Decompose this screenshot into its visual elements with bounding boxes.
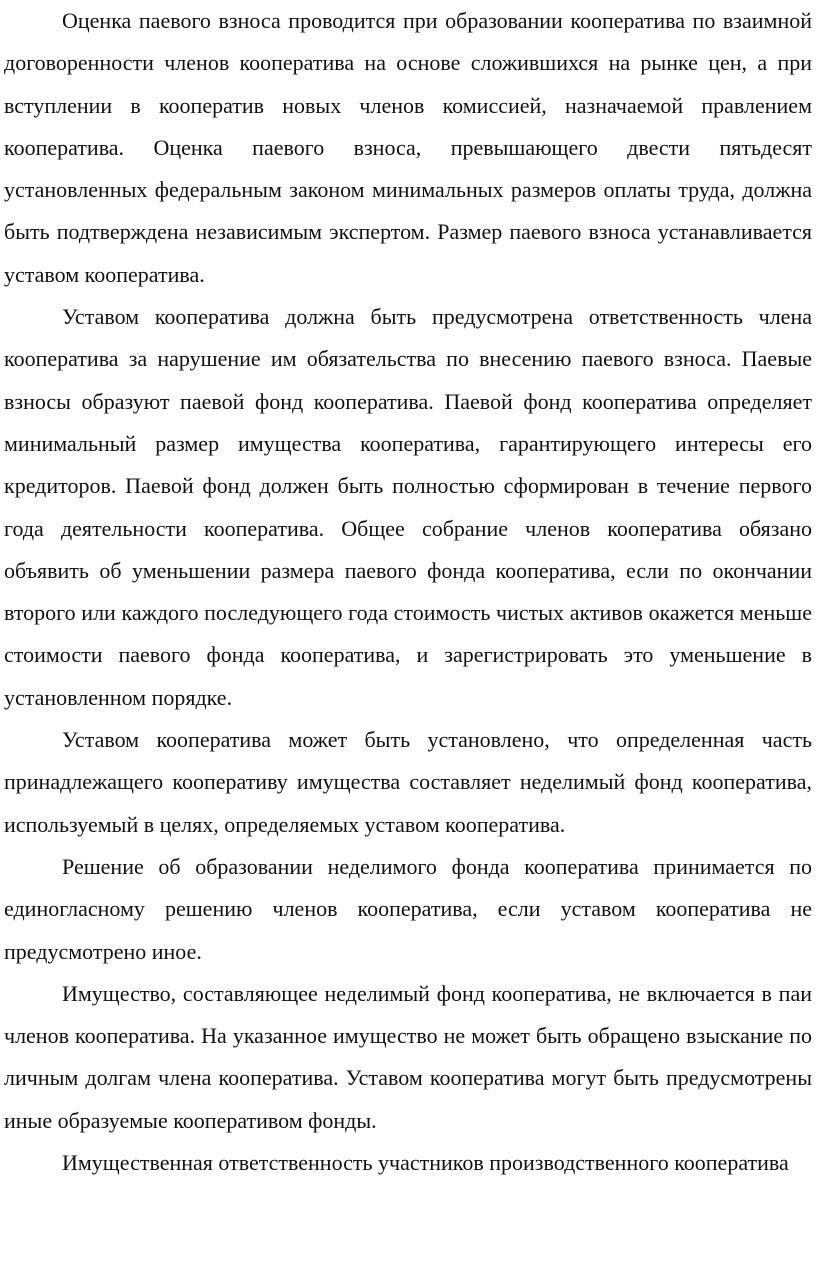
document-page xyxy=(4,0,812,1184)
paragraph-indivisible-fund-property: Имущество, составляющее неделимый фонд кооператива, не включается в паи членов кооператива. На указанное имущество не может быть обращено взыскание по личным долгам члена кооператива. Уставом кооператива могут быть предусмотрены иные образуемые кооперативом фонды. xyxy=(4,980,812,1133)
paragraph-share-fund: Уставом кооператива должна быть предусмотрена ответственность члена кооператива за нарушение им обязательства по внесению паевого взноса. Паевые взносы образуют паевой фонд кооператива. Паевой фонд кооператива определяет минимальный размер имущества кооператива, гарантирующего интересы его кредиторов. Паевой фонд должен быть полностью сформирован в течение первого года деятельности кооператива. Общее собрание членов кооператива обязано объявить об уменьшении размера паевого фонда кооператива, если по окончании второго или каждого последующего года стоимость чистых активов окажется меньше стоимости паевого фонда кооператива, и зарегистрировать это уменьшение в установленном порядке. xyxy=(4,304,812,710)
paragraph-indivisible-fund: Уставом кооператива может быть установлено, что определенная часть принадлежащего кооперативу имущества составляет неделимый фонд кооператива, используемый в целях, определяемых уставом кооператива. xyxy=(4,727,812,837)
paragraph-indivisible-fund-decision: Решение об образовании неделимого фонда кооператива принимается по единогласному решению членов кооператива, если уставом кооператива не предусмотрено иное. xyxy=(4,853,812,964)
paragraph-share-valuation: Оценка паевого взноса проводится при образовании кооператива по взаимной договоренности членов кооператива на основе сложившихся на рынке цен, а при вступлении в кооператив новых членов комиссией, назначаемой правлением кооператива. Оценка паевого взноса, превышающего двести пятьдесят установленных федеральным законом минимальных размеров оплаты труда, должна быть подтверждена независимым экспертом. Размер паевого взноса устанавливается уставом кооператива. xyxy=(4,8,812,287)
section-heading-liability: Имущественная ответственность участников производственного кооператива xyxy=(62,1150,789,1176)
